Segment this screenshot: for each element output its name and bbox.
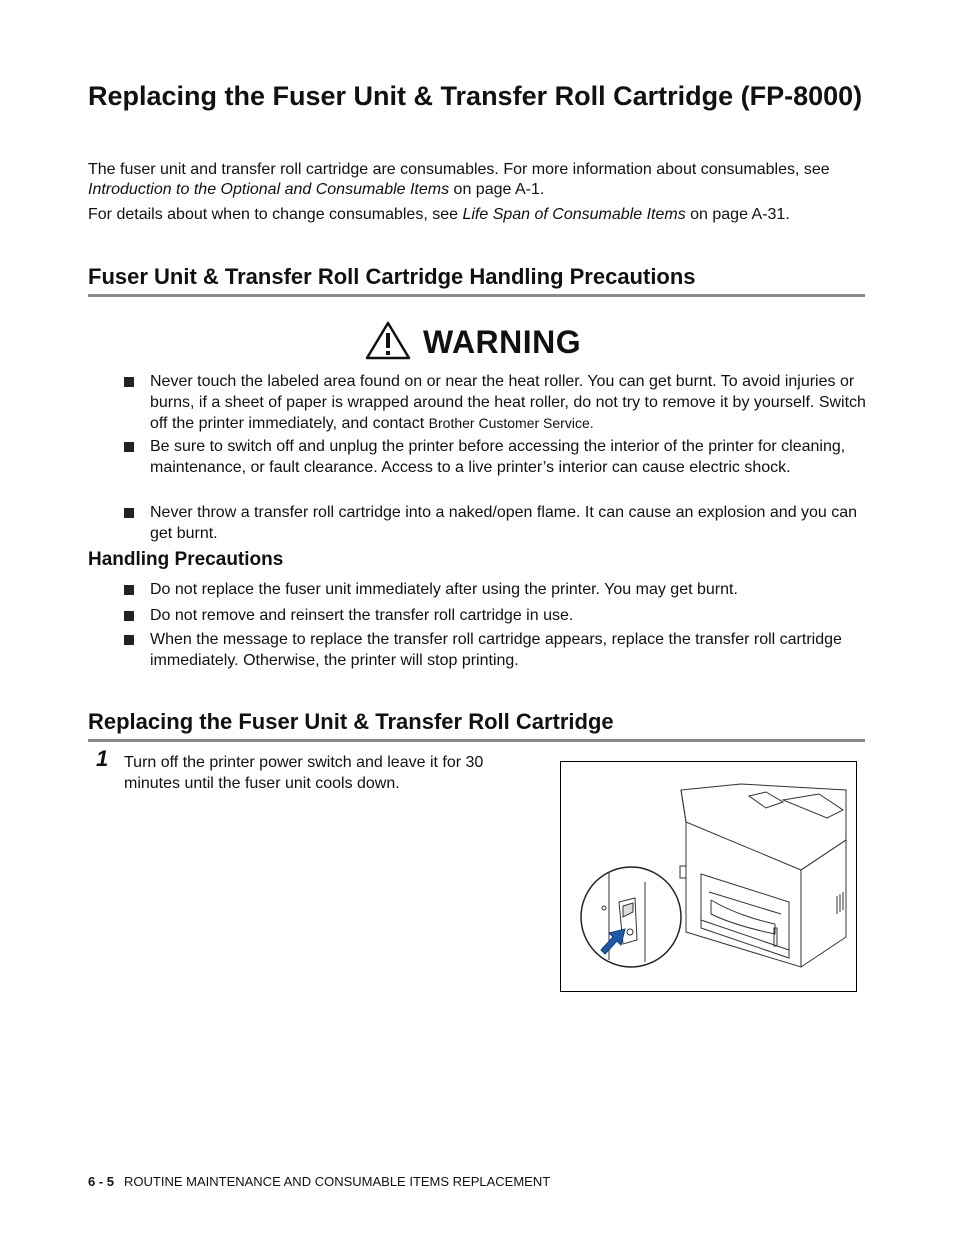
bullet-square-icon	[124, 377, 134, 387]
bullet-square-icon	[124, 442, 134, 452]
intro-tail-2: on page A-31.	[685, 206, 790, 223]
warning-banner	[365, 322, 581, 362]
section-title-replacing: Replacing the Fuser Unit & Transfer Roll Cartridge	[88, 709, 865, 742]
warning-triangle-icon	[365, 320, 411, 365]
intro-paragraph-2	[88, 205, 878, 225]
printer-power-switch-illustration	[560, 761, 857, 992]
warning-item-text: Never throw a transfer roll cartridge into a naked/open flame. It can cause an explosion and you can get burnt.	[150, 504, 858, 542]
warning-item-text: Be sure to switch off and unplug the printer before accessing the interior of the printer for cleaning, maintenance, or fault clearance. Access to a live printer’s interior can cause electric shock.	[150, 438, 846, 476]
section-title-precautions: Fuser Unit & Transfer Roll Cartridge Handling Precautions	[88, 264, 865, 297]
precaution-item-text: Do not remove and reinsert the transfer roll cartridge in use.	[150, 607, 574, 624]
bullet-square-icon	[124, 508, 134, 518]
intro-paragraph-1	[88, 160, 878, 200]
page-number: 6 - 5	[88, 1174, 115, 1189]
page-title: Replacing the Fuser Unit & Transfer Roll Cartridge (FP-8000)	[88, 81, 863, 111]
precaution-item-text: When the message to replace the transfer roll cartridge appears, replace the transfer roll cartridge immediately. Otherwise, the printer will stop printing.	[150, 631, 842, 669]
intro-tail-1: on page A-1.	[449, 181, 545, 198]
chapter-title: ROUTINE MAINTENANCE AND CONSUMABLE ITEMS REPLACEMENT	[124, 1174, 551, 1189]
intro-link-1[interactable]: Introduction to the Optional and Consumable Items	[88, 181, 450, 198]
intro-text-1: The fuser unit and transfer roll cartridge are consumables. For more information about consumables, see	[88, 161, 830, 178]
precaution-item-text: Do not replace the fuser unit immediately after using the printer. You may get burnt.	[150, 581, 738, 598]
warning-item-text: Never touch the labeled area found on or near the heat roller. You can get burnt. To avoid injuries or burns, if a sheet of paper is wrapped around the heat roller, do not try to remove it by yourself. Switch off the printer immediately, and contact Brother Customer Service.	[150, 373, 866, 432]
intro-text-2: For details about when to change consumables, see	[88, 206, 463, 223]
warning-label: WARNING	[423, 323, 582, 360]
step-text: Turn off the printer power switch and leave it for 30 minutes until the fuser unit cools down.	[124, 754, 484, 792]
printer-illustration-svg	[561, 762, 856, 991]
bullet-square-icon	[124, 611, 134, 621]
handling-precautions-title: Handling Precautions	[88, 549, 284, 570]
intro-link-2[interactable]: Life Span of Consumable Items	[462, 206, 686, 223]
page-footer	[88, 1174, 550, 1189]
step-number: 1	[96, 746, 109, 771]
bullet-square-icon	[124, 635, 134, 645]
bullet-square-icon	[124, 585, 134, 595]
warning-item-contact: Brother Customer Service.	[428, 415, 594, 431]
